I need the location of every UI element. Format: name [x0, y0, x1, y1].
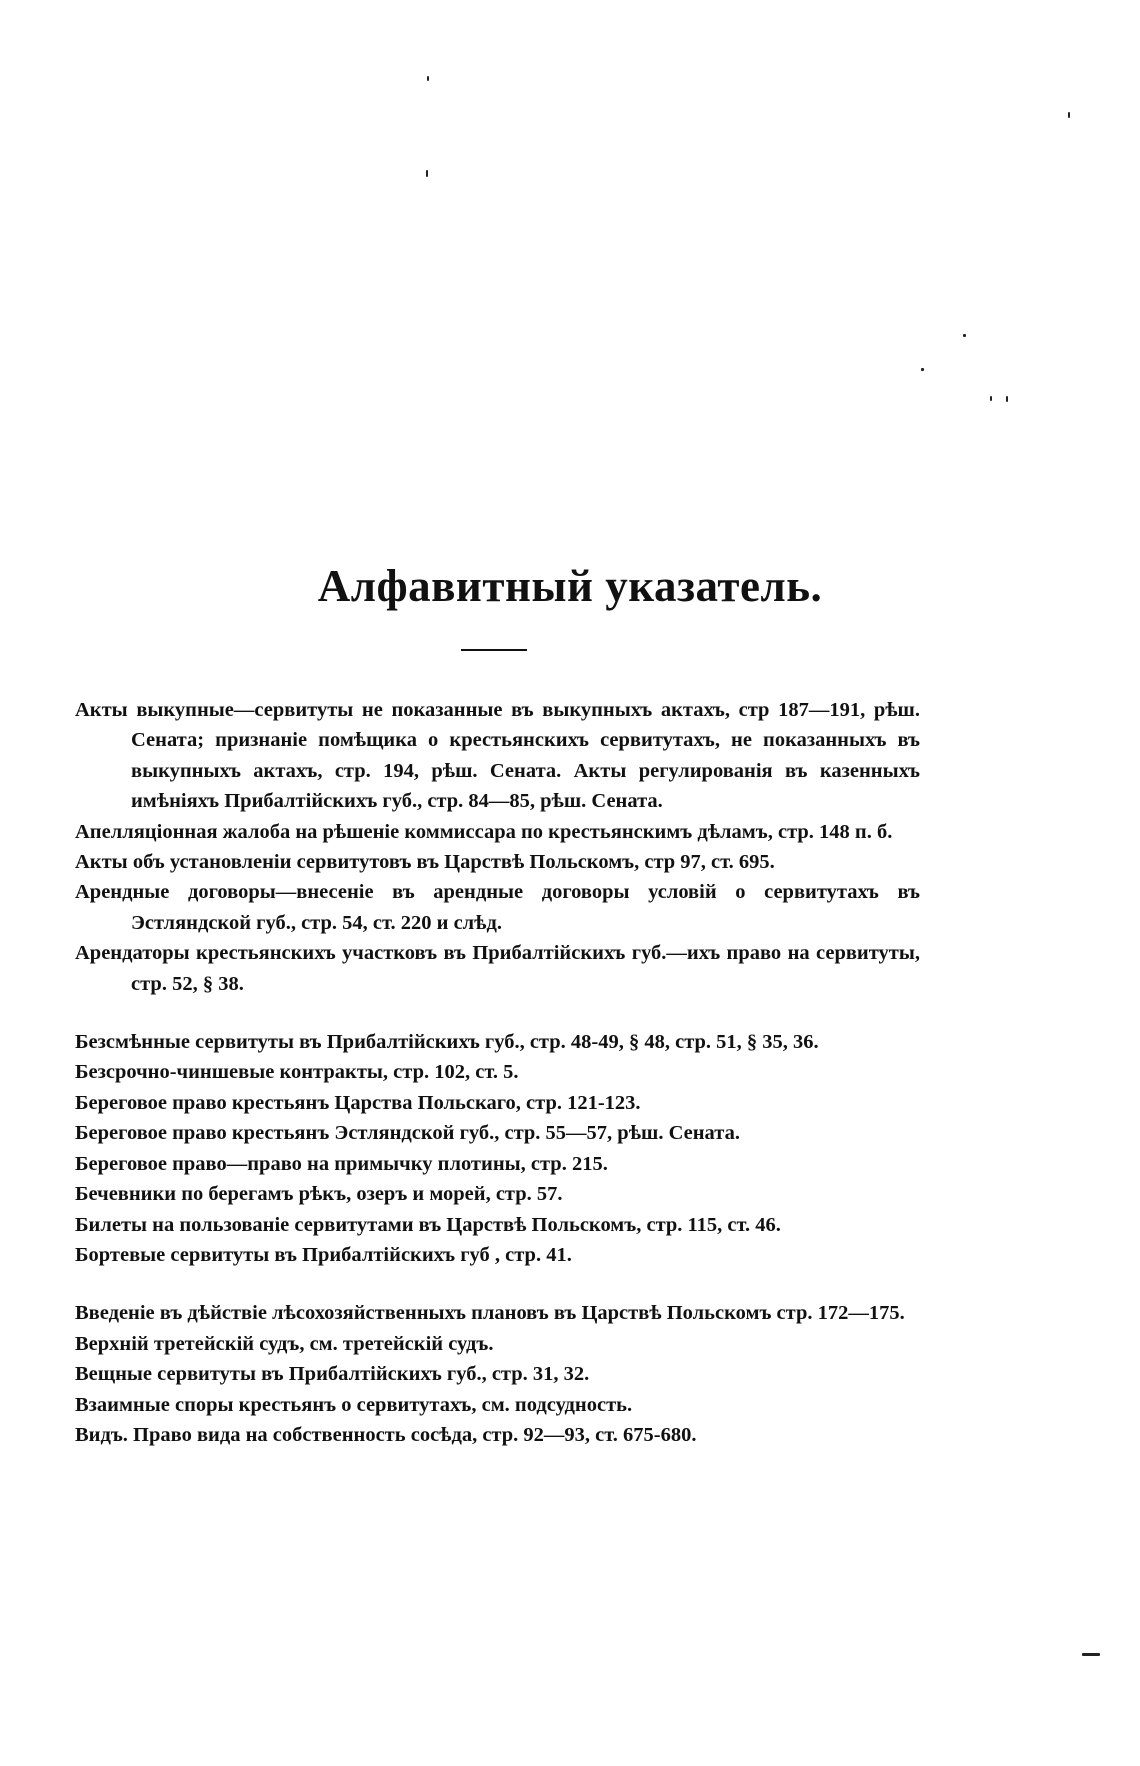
index-entry: Введеніе въ дѣйствіе лѣсохозяйственныхъ плановъ въ Царствѣ Польскомъ стр. 172—175.	[75, 1302, 905, 1325]
index-entry: Бортевые сервитуты въ Прибалтійскихъ губ , стр. 41.	[75, 1243, 572, 1266]
index-entry: Вещные сервитуты въ Прибалтійскихъ губ., стр. 31, 32.	[75, 1363, 590, 1386]
index-entry: Арендаторы крестьянскихъ участковъ въ Прибалтійскихъ губ.—ихъ право на сервитуты, стр. 52, § 38.	[75, 942, 920, 995]
index-entry: Акты объ установленіи сервитутовъ въ Царствѣ Польскомъ, стр 97, ст. 695.	[75, 851, 775, 874]
index-entry: Безсмѣнные сервитуты въ Прибалтійскихъ губ., стр. 48-49, § 48, стр. 51, § 35, 36.	[75, 1031, 819, 1054]
index-group-v	[75, 1298, 920, 1450]
index-entry: Видъ. Право вида на собственность сосѣда, стр. 92—93, ст. 675-680.	[75, 1423, 697, 1446]
index-entry: Акты выкупные—сервитуты не показанные въ выкупныхъ актахъ, стр 187—191, рѣш. Сената; признаніе помѣщика о крестьянскихъ сервитутахъ, не показанныхъ въ выкупныхъ актахъ, стр. 194, рѣш. Сената. Акты регулированія въ казенныхъ имѣніяхъ Прибалтійскихъ губ., стр. 84—85, рѣш. Сената.	[75, 699, 920, 813]
index-entry: Верхній третейскій судъ, см. третейскій судъ.	[75, 1332, 494, 1355]
title-underline-rule	[461, 649, 527, 651]
scan-speck	[1082, 1653, 1100, 1656]
scan-speck	[963, 334, 966, 337]
index-group-a	[75, 695, 920, 999]
alphabetical-index	[75, 695, 920, 1450]
scan-speck	[1068, 112, 1070, 118]
index-entry: Безсрочно-чиншевые контракты, стр. 102, ст. 5.	[75, 1061, 519, 1084]
index-group-b	[75, 1027, 920, 1270]
scan-speck	[427, 76, 429, 81]
scan-speck	[990, 396, 992, 401]
index-entry: Береговое право крестьянъ Царства Польскаго, стр. 121-123.	[75, 1091, 641, 1114]
index-entry: Билеты на пользованіе сервитутами въ Царствѣ Польскомъ, стр. 115, ст. 46.	[75, 1213, 781, 1236]
scan-speck	[426, 170, 428, 177]
page-title: Алфавитный указатель.	[317, 561, 823, 611]
scan-speck	[921, 368, 924, 371]
index-entry: Береговое право крестьянъ Эстляндской губ., стр. 55—57, рѣш. Сената.	[75, 1122, 740, 1145]
index-entry: Апелляціонная жалоба на рѣшеніе коммиссара по крестьянскимъ дѣламъ, стр. 148 п. б.	[75, 820, 893, 843]
index-entry: Береговое право—право на примычку плотины, стр. 215.	[75, 1152, 608, 1175]
index-entry: Бечевники по берегамъ рѣкъ, озеръ и морей, стр. 57.	[75, 1183, 563, 1206]
index-entry: Взаимные споры крестьянъ о сервитутахъ, см. подсудность.	[75, 1393, 633, 1416]
index-entry: Арендные договоры—внесеніе въ арендные договоры условій о сервитутахъ въ Эстляндской губ., стр. 54, ст. 220 и слѣд.	[75, 881, 920, 934]
scan-speck	[1006, 396, 1008, 402]
